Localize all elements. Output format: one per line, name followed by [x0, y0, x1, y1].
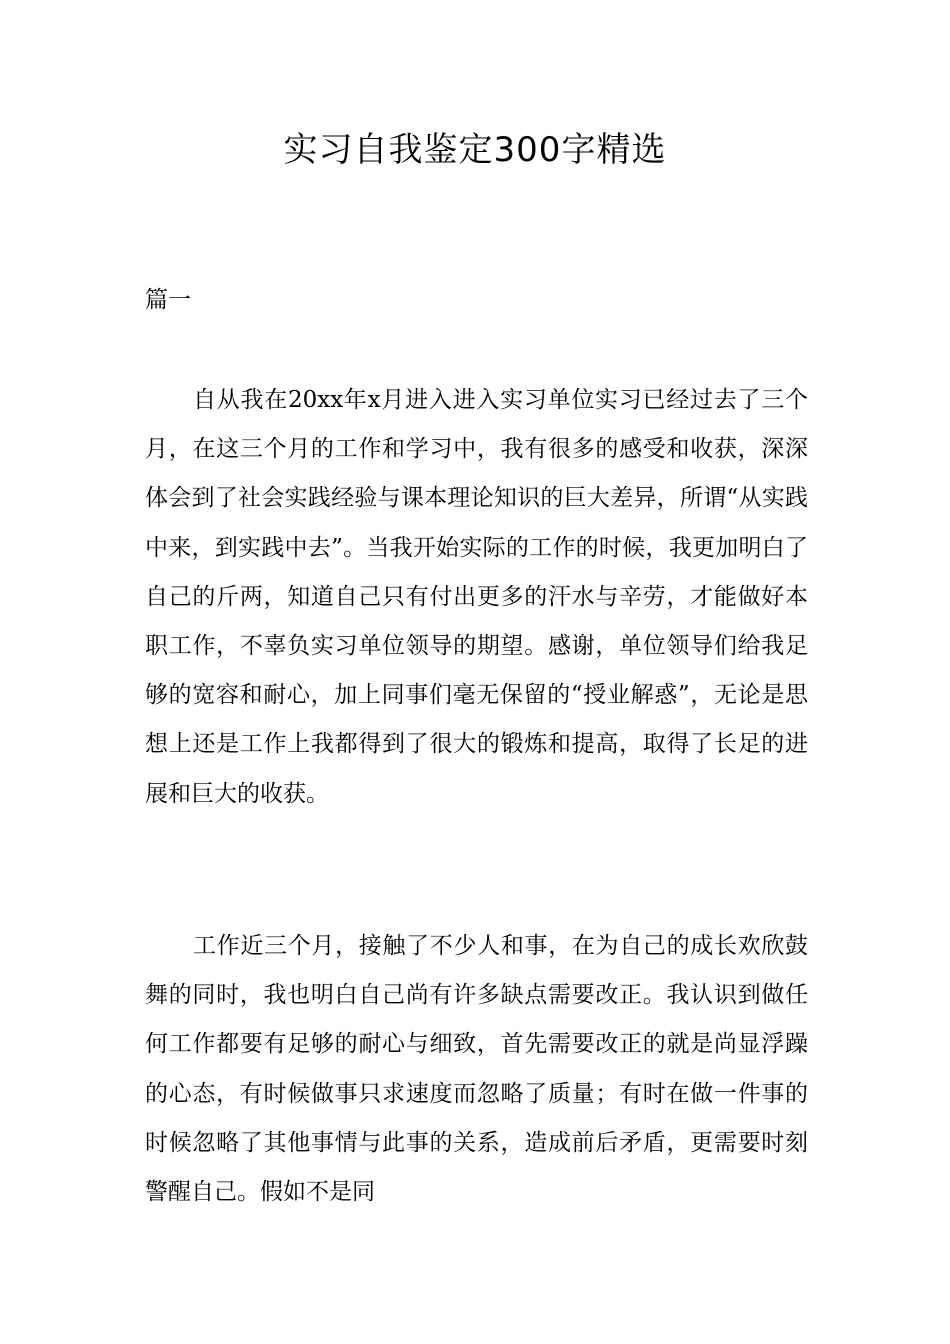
- section-heading: 篇一: [145, 287, 191, 313]
- body-paragraph-2: 工作近三个月，接触了不少人和事，在为自己的成长欢欣鼓舞的同时，我也明白自己尚有许多缺点需要改正。我认识到做任何工作都要有足够的耐心与细致，首先需要改正的就是尚显浮躁的心态，有时候做事只求速度而忽略了质量；有时在做一件事的时候忽略了其他事情与此事的关系，造成前后矛盾，更需要时刻警醒自己。假如不是同: [145, 933, 808, 1206]
- body-paragraph-1: 自从我在20xx年x月进入进入实习单位实习已经过去了三个月，在这三个月的工作和学习中，我有很多的感受和收获，深深体会到了社会实践经验与课本理论知识的巨大差异，所谓“从实践中来，到实践中去”。当我开始实际的工作的时候，我更加明白了自己的斤两，知道自己只有付出更多的汗水与辛劳，才能做好本职工作，不辜负实习单位领导的期望。感谢，单位领导们给我足够的宽容和耐心，加上同事们毫无保留的“授业解惑”，无论是思想上还是工作上我都得到了很大的锻炼和提高，取得了长足的进展和巨大的收获。: [145, 387, 808, 807]
- document-title: 实习自我鉴定300字精选: [283, 130, 667, 170]
